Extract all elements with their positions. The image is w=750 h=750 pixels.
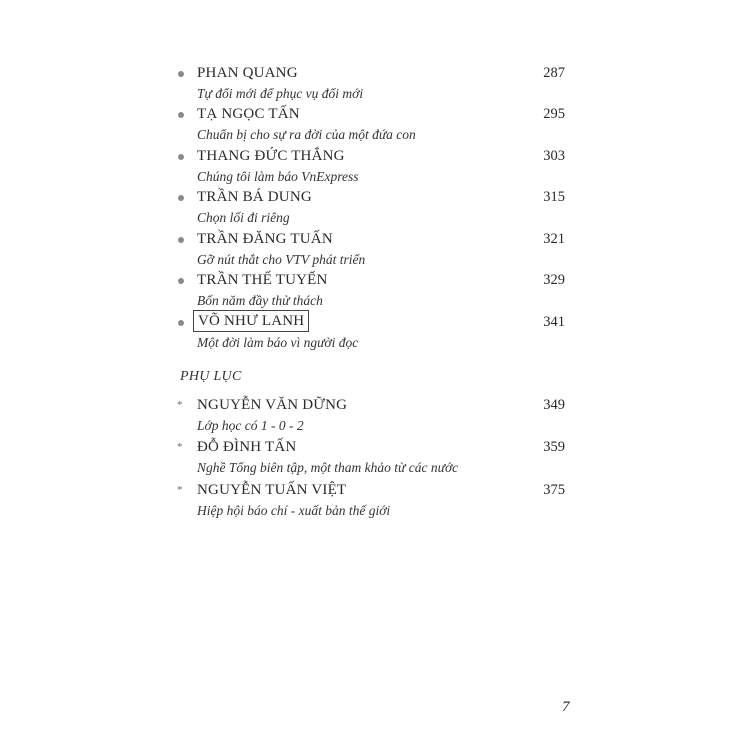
toc-entry: [178, 64, 568, 106]
bullet-icon: [178, 195, 184, 201]
article-title: Một đời làm báo vì người đọc: [197, 335, 359, 350]
appendix-entry: [178, 481, 568, 523]
bullet-icon: [178, 237, 184, 243]
author-name: TRẦN ĐĂNG TUẤN: [197, 231, 333, 247]
article-title: Chọn lối đi riêng: [197, 210, 290, 225]
article-title: Tự đổi mới để phục vụ đổi mới: [197, 86, 364, 101]
toc-entry: [178, 230, 568, 272]
page-number: 359: [543, 439, 565, 455]
bullet-icon: [178, 320, 184, 326]
asterisk-icon: *: [177, 441, 183, 453]
article-title: Nghề Tổng biên tập, một tham khảo từ các nước: [197, 460, 459, 475]
article-title: Chúng tôi làm báo VnExpress: [197, 169, 359, 184]
toc-entry: [178, 147, 568, 189]
author-name: PHAN QUANG: [197, 65, 298, 81]
author-name: TRẦN BÁ DUNG: [197, 189, 312, 205]
asterisk-icon: *: [177, 484, 183, 496]
page-number: 287: [543, 65, 565, 81]
author-name: ĐỖ ĐÌNH TẤN: [197, 439, 297, 455]
asterisk-icon: *: [177, 399, 183, 411]
page-number: 375: [543, 482, 565, 498]
article-title: Gỡ nút thắt cho VTV phát triển: [197, 252, 366, 267]
article-title: Hiệp hội báo chí - xuất bản thế giới: [197, 503, 391, 518]
toc-entry: [178, 313, 568, 355]
appendix-heading: PHỤ LỤC: [180, 369, 242, 384]
appendix-entry: [178, 438, 568, 480]
author-name: NGUYỄN VĂN DỮNG: [197, 397, 348, 413]
page-number: 329: [543, 272, 565, 288]
page-number: 321: [543, 231, 565, 247]
author-name-highlighted: VÕ NHƯ LANH: [193, 310, 309, 332]
toc-entry: [178, 105, 568, 147]
author-name: TẠ NGỌC TẤN: [197, 106, 300, 122]
article-title: Lớp học có 1 - 0 - 2: [197, 418, 304, 433]
page-number: 349: [543, 397, 565, 413]
author-name: NGUYỄN TUẤN VIỆT: [197, 482, 347, 498]
article-title: Chuẩn bị cho sự ra đời của một đứa con: [197, 127, 416, 142]
author-name: THANG ĐỨC THẮNG: [197, 148, 345, 164]
appendix-entry: [178, 396, 568, 438]
page-folio: 7: [562, 699, 570, 715]
bullet-icon: [178, 112, 184, 118]
bullet-icon: [178, 154, 184, 160]
toc-entry: [178, 271, 568, 313]
author-name: TRẦN THẾ TUYỂN: [197, 272, 328, 288]
page-number: 315: [543, 189, 565, 205]
toc-entry: [178, 188, 568, 230]
page-number: 295: [543, 106, 565, 122]
bullet-icon: [178, 71, 184, 77]
page-number: 303: [543, 148, 565, 164]
page-number: 341: [543, 314, 565, 330]
article-title: Bốn năm đầy thử thách: [197, 293, 323, 308]
bullet-icon: [178, 278, 184, 284]
